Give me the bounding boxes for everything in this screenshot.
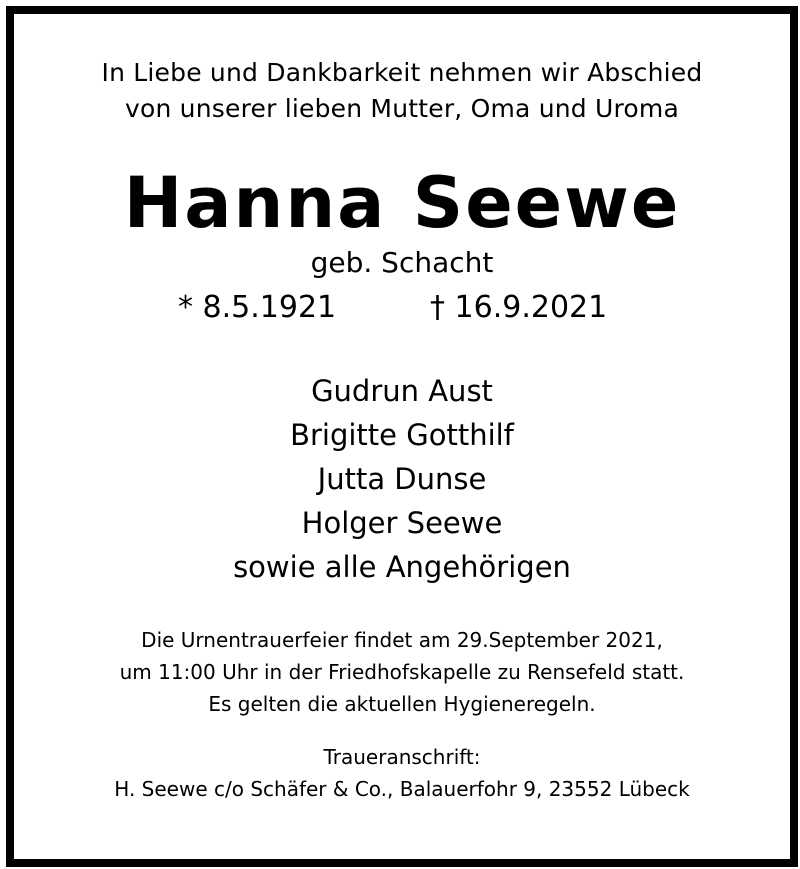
- death-date: † 16.9.2021: [430, 290, 608, 325]
- survivor-relatives: sowie alle Angehörigen: [233, 550, 571, 584]
- deceased-name: Hanna Seewe: [123, 162, 681, 244]
- obituary-border: [6, 6, 798, 867]
- intro-line-1: In Liebe und Dankbarkeit nehmen wir Abschied: [101, 58, 703, 87]
- birth-name: geb. Schacht: [310, 246, 494, 279]
- survivor-name: Gudrun Aust: [311, 374, 493, 408]
- address-label: Traueranschrift:: [323, 745, 481, 769]
- survivor-name: Jutta Dunse: [317, 462, 487, 496]
- ceremony-line-1: Die Urnentrauerfeier findet am 29.September 2021,: [141, 628, 663, 652]
- ceremony-line-3: Es gelten die aktuellen Hygieneregeln.: [208, 692, 596, 716]
- survivor-name: Brigitte Gotthilf: [290, 418, 514, 452]
- intro-line-2: von unserer lieben Mutter, Oma und Uroma: [125, 94, 679, 123]
- ceremony-line-2: um 11:00 Uhr in der Friedhofskapelle zu Rensefeld statt.: [119, 660, 685, 684]
- survivor-name: Holger Seewe: [301, 506, 503, 540]
- mourning-address: H. Seewe c/o Schäfer & Co., Balauerfohr 9, 23552 Lübeck: [114, 777, 690, 801]
- birth-date: * 8.5.1921: [178, 290, 337, 325]
